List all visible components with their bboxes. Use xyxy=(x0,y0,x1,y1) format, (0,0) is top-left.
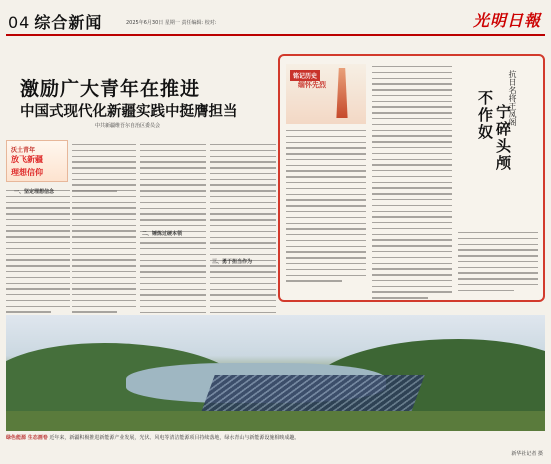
landscape-photo xyxy=(6,315,545,431)
feature-vertical-title xyxy=(471,66,533,226)
text-column-1b xyxy=(6,190,70,317)
page-header xyxy=(6,6,545,36)
feature-header-image xyxy=(286,64,366,124)
lead-headline xyxy=(20,78,278,122)
lead-banner-image xyxy=(6,140,68,182)
feature-box xyxy=(278,54,545,302)
date-line: 2025年6月30日 星期一 责任编辑: 校对: xyxy=(126,20,217,26)
subhead-1: 一、坚定理想信念 xyxy=(14,189,55,195)
feature-title-col-2: 不作奴 xyxy=(476,90,494,141)
text-column-4 xyxy=(210,144,276,323)
photo-credit: 新华社记者 摄 xyxy=(511,451,543,457)
feature-tag: 铭记历史 xyxy=(290,70,320,81)
feature-tag-2: 缅怀先烈 xyxy=(298,81,326,89)
monument-icon xyxy=(334,68,350,118)
text-column-2 xyxy=(72,190,136,317)
subhead-2: 二、锤炼过硬本领 xyxy=(142,231,183,237)
header-rule xyxy=(6,34,545,36)
banner-line-1: 放飞新疆 xyxy=(11,155,43,164)
subhead-3: 三、勇于担当作为 xyxy=(212,259,253,265)
feature-kicker: 抗日名将王凤阁 xyxy=(508,70,517,126)
masthead-logo: 光明日報 xyxy=(472,11,541,30)
photo-caption xyxy=(6,434,545,441)
feature-text-col-1 xyxy=(286,130,366,286)
byline: 中共新疆维吾尔自治区委员会 xyxy=(95,123,161,129)
feature-text-col-3 xyxy=(458,232,538,296)
section-name: 综合新闻 xyxy=(34,13,103,32)
section-title xyxy=(8,10,102,33)
headline-line-2: 中国式现代化新疆实践中挺膺担当 xyxy=(20,103,238,120)
headline-line-1: 激励广大青年在推进 xyxy=(20,78,201,100)
feature-title-col-1: 宁碎头颅 xyxy=(494,104,512,172)
section-number: 04 xyxy=(8,13,31,32)
text-column-1 xyxy=(72,144,136,196)
feature-text-col-2 xyxy=(372,66,452,303)
caption-text: 近年来，新疆积极推进新能源产业发展，光伏、风电等清洁能源项目持续落地，绿水青山与新能源设施相映成趣。 xyxy=(49,435,300,441)
banner-line-2: 理想信仰 xyxy=(11,168,43,177)
banner-small-text: 沃土青年 xyxy=(11,147,36,154)
caption-label: 绿色能源 生态画卷 xyxy=(6,435,48,441)
